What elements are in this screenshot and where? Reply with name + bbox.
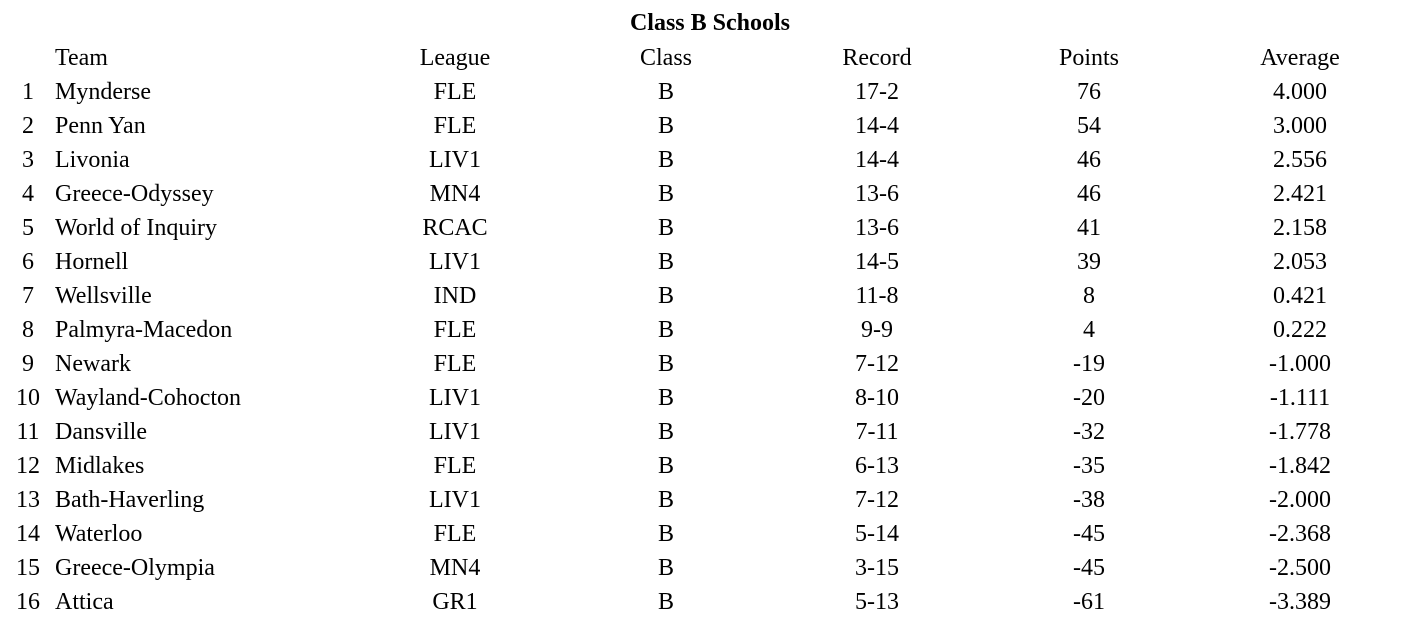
league-cell: FLE bbox=[433, 453, 477, 479]
record-cell: 14-4 bbox=[855, 113, 899, 139]
points-cell: -35 bbox=[1073, 453, 1105, 479]
team-cell: Wayland-Cohocton bbox=[55, 385, 242, 411]
points-cell: -38 bbox=[1073, 487, 1105, 513]
points-cell: 41 bbox=[1077, 215, 1101, 241]
record-cell: 9-9 bbox=[861, 317, 893, 343]
rank-cell: 15 bbox=[16, 555, 40, 581]
league-cell: LIV1 bbox=[429, 249, 481, 275]
table-row bbox=[10, 585, 1379, 619]
league-cell: FLE bbox=[433, 521, 477, 547]
header-team: Team bbox=[55, 45, 108, 71]
league-cell: IND bbox=[433, 283, 477, 309]
table-row bbox=[10, 517, 1379, 551]
average-cell: 2.421 bbox=[1273, 181, 1327, 207]
class-cell: B bbox=[657, 147, 674, 173]
table-row bbox=[10, 245, 1379, 279]
header-rank bbox=[10, 41, 46, 75]
table-row bbox=[10, 415, 1379, 449]
league-cell: MN4 bbox=[429, 555, 481, 581]
average-cell: 4.000 bbox=[1273, 79, 1327, 105]
table-row bbox=[10, 75, 1379, 109]
standings-table bbox=[10, 41, 1379, 619]
class-cell: B bbox=[657, 419, 674, 445]
average-cell: -1.000 bbox=[1269, 351, 1331, 377]
average-cell: 2.556 bbox=[1273, 147, 1327, 173]
table-row bbox=[10, 211, 1379, 245]
league-cell: RCAC bbox=[422, 215, 488, 241]
points-cell: 76 bbox=[1077, 79, 1101, 105]
class-cell: B bbox=[657, 249, 674, 275]
team-cell: Palmyra-Macedon bbox=[55, 317, 233, 343]
class-cell: B bbox=[657, 351, 674, 377]
class-cell: B bbox=[657, 283, 674, 309]
table-row bbox=[10, 449, 1379, 483]
record-cell: 5-13 bbox=[855, 589, 899, 615]
record-cell: 6-13 bbox=[855, 453, 899, 479]
rank-cell: 13 bbox=[16, 487, 40, 513]
rank-cell: 8 bbox=[22, 317, 34, 343]
class-cell: B bbox=[657, 555, 674, 581]
header-class: Class bbox=[639, 45, 692, 71]
team-cell: World of Inquiry bbox=[55, 215, 218, 241]
average-cell: -2.500 bbox=[1269, 555, 1331, 581]
rank-cell: 6 bbox=[22, 249, 34, 275]
rank-cell: 7 bbox=[22, 283, 34, 309]
average-cell: 2.053 bbox=[1273, 249, 1327, 275]
league-cell: LIV1 bbox=[429, 487, 481, 513]
team-cell: Newark bbox=[55, 351, 131, 377]
points-cell: -32 bbox=[1073, 419, 1105, 445]
points-cell: -19 bbox=[1073, 351, 1105, 377]
team-cell: Waterloo bbox=[55, 521, 143, 547]
points-cell: 4 bbox=[1083, 317, 1095, 343]
header-points: Points bbox=[1058, 45, 1120, 71]
league-cell: FLE bbox=[433, 79, 477, 105]
class-cell: B bbox=[657, 181, 674, 207]
average-cell: -2.368 bbox=[1269, 521, 1331, 547]
league-cell: MN4 bbox=[429, 181, 481, 207]
record-cell: 7-12 bbox=[855, 351, 899, 377]
table-row bbox=[10, 483, 1379, 517]
record-cell: 14-4 bbox=[855, 147, 899, 173]
record-cell: 7-12 bbox=[855, 487, 899, 513]
class-cell: B bbox=[657, 317, 674, 343]
points-cell: 54 bbox=[1077, 113, 1101, 139]
record-cell: 5-14 bbox=[855, 521, 899, 547]
average-cell: -1.111 bbox=[1269, 385, 1331, 411]
league-cell: FLE bbox=[433, 317, 477, 343]
header-league: League bbox=[419, 45, 491, 71]
team-cell: Bath-Haverling bbox=[55, 487, 205, 513]
average-cell: 0.222 bbox=[1273, 317, 1327, 343]
average-cell: -3.389 bbox=[1269, 589, 1331, 615]
table-row bbox=[10, 551, 1379, 585]
class-cell: B bbox=[657, 589, 674, 615]
points-cell: 46 bbox=[1077, 147, 1101, 173]
team-cell: Attica bbox=[55, 589, 114, 615]
average-cell: 2.158 bbox=[1273, 215, 1327, 241]
team-cell: Greece-Olympia bbox=[55, 555, 215, 581]
league-cell: LIV1 bbox=[429, 419, 481, 445]
record-cell: 17-2 bbox=[855, 79, 899, 105]
points-cell: -45 bbox=[1073, 521, 1105, 547]
league-cell: LIV1 bbox=[429, 385, 481, 411]
points-cell: -61 bbox=[1073, 589, 1105, 615]
league-cell: FLE bbox=[433, 113, 477, 139]
class-cell: B bbox=[657, 453, 674, 479]
points-cell: -20 bbox=[1073, 385, 1105, 411]
class-cell: B bbox=[657, 521, 674, 547]
table-row bbox=[10, 347, 1379, 381]
record-cell: 3-15 bbox=[855, 555, 899, 581]
table-row bbox=[10, 279, 1379, 313]
league-cell: LIV1 bbox=[429, 147, 481, 173]
average-cell: 0.421 bbox=[1273, 283, 1327, 309]
points-cell: 39 bbox=[1077, 249, 1101, 275]
rank-cell: 16 bbox=[16, 589, 40, 615]
table-row bbox=[10, 143, 1379, 177]
table-row bbox=[10, 109, 1379, 143]
record-cell: 13-6 bbox=[855, 181, 899, 207]
rank-cell: 4 bbox=[22, 181, 34, 207]
league-cell: FLE bbox=[433, 351, 477, 377]
record-cell: 8-10 bbox=[855, 385, 899, 411]
header-record: Record bbox=[842, 45, 912, 71]
team-cell: Dansville bbox=[55, 419, 147, 445]
league-cell: GR1 bbox=[432, 589, 478, 615]
rank-cell: 14 bbox=[16, 521, 40, 547]
team-cell: Greece-Odyssey bbox=[55, 181, 214, 207]
rank-cell: 10 bbox=[16, 385, 40, 411]
table-row bbox=[10, 313, 1379, 347]
table-row bbox=[10, 381, 1379, 415]
record-cell: 11-8 bbox=[855, 283, 899, 309]
table-row bbox=[10, 177, 1379, 211]
team-cell: Mynderse bbox=[55, 79, 151, 105]
team-cell: Wellsville bbox=[55, 283, 152, 309]
average-cell: -1.778 bbox=[1269, 419, 1331, 445]
record-cell: 13-6 bbox=[855, 215, 899, 241]
rank-cell: 2 bbox=[22, 113, 34, 139]
average-cell: -2.000 bbox=[1269, 487, 1331, 513]
rank-cell: 3 bbox=[22, 147, 34, 173]
average-cell: 3.000 bbox=[1273, 113, 1327, 139]
rank-cell: 12 bbox=[16, 453, 40, 479]
header-average: Average bbox=[1260, 45, 1340, 71]
record-cell: 14-5 bbox=[855, 249, 899, 275]
rank-cell: 9 bbox=[22, 351, 34, 377]
team-cell: Livonia bbox=[55, 147, 130, 173]
class-cell: B bbox=[657, 113, 674, 139]
class-cell: B bbox=[657, 79, 674, 105]
record-cell: 7-11 bbox=[855, 419, 899, 445]
class-cell: B bbox=[657, 487, 674, 513]
rank-cell: 11 bbox=[16, 419, 40, 445]
class-cell: B bbox=[657, 215, 674, 241]
average-cell: -1.842 bbox=[1269, 453, 1331, 479]
points-cell: -45 bbox=[1073, 555, 1105, 581]
points-cell: 46 bbox=[1077, 181, 1101, 207]
class-cell: B bbox=[657, 385, 674, 411]
team-cell: Midlakes bbox=[55, 453, 145, 479]
points-cell: 8 bbox=[1083, 283, 1095, 309]
rank-cell: 5 bbox=[22, 215, 34, 241]
table-title: Class B Schools bbox=[629, 10, 791, 36]
team-cell: Hornell bbox=[55, 249, 129, 275]
rank-cell: 1 bbox=[22, 79, 34, 105]
table-body bbox=[10, 75, 1379, 619]
header-row bbox=[10, 41, 1379, 75]
team-cell: Penn Yan bbox=[55, 113, 146, 139]
